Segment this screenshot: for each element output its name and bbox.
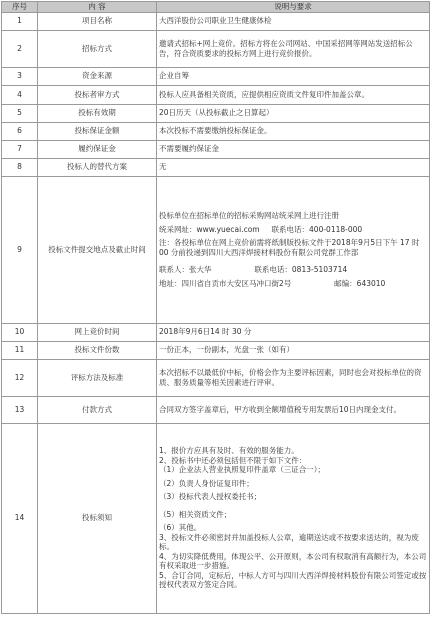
row-desc: 一份正本，一份副本，光盘一张（如有） bbox=[157, 341, 430, 359]
desc-line: （1）企业法人营业执照复印件盖章（三证合一）； bbox=[159, 465, 326, 475]
row-desc: 2018年9月6日14 时 30 分 bbox=[157, 323, 430, 341]
row-no: 1 bbox=[2, 12, 38, 30]
desc-line: 1、报价方应具有及时、有效的服务能力。 bbox=[159, 446, 299, 456]
desc-line: 联系人：张大华 联系电话：0813-5103714 bbox=[159, 265, 348, 274]
row-desc bbox=[157, 423, 430, 613]
row-item: 网上竞价时间 bbox=[38, 323, 157, 341]
row-no: 4 bbox=[2, 85, 38, 104]
row-no: 8 bbox=[2, 158, 38, 176]
row-item: 项目名称 bbox=[38, 12, 157, 30]
row-no: 13 bbox=[2, 396, 38, 423]
row-desc: 合同双方签字盖章后，甲方收到全额增值税专用发票后10日内现金支付。 bbox=[157, 396, 430, 423]
row-desc: 不需要履约保证金 bbox=[157, 140, 430, 158]
table-row bbox=[2, 85, 430, 104]
row-desc bbox=[157, 176, 430, 323]
row-desc: 20日历天（从投标截止之日算起） bbox=[157, 104, 430, 122]
row-no: 11 bbox=[2, 341, 38, 359]
row-desc: 本次投标不需要缴纳投标保证金。 bbox=[157, 122, 430, 140]
desc-line: （2）负责人身份证复印件； bbox=[159, 478, 254, 488]
row-desc: 企业自筹 bbox=[157, 67, 430, 85]
row-no: 14 bbox=[2, 423, 38, 613]
desc-line: 3、投标文件必须密封并加盖投标人公章，逾期送达或不按要求送达的，视为废标。 bbox=[159, 532, 419, 552]
row-no: 2 bbox=[2, 30, 38, 67]
row-item: 付款方式 bbox=[38, 396, 157, 423]
row-item: 投标保证金额 bbox=[38, 122, 157, 140]
header-content: 内 容 bbox=[38, 2, 157, 13]
desc-line: 统采网址：www.yuecai.com 联系电话：400-0118-000 bbox=[159, 224, 363, 234]
row-desc: 大西洋股份公司职业卫生健康体检 bbox=[157, 12, 430, 30]
table-row bbox=[2, 122, 430, 140]
row-desc: 邀请式招标+网上竞价。招标方将在公司网站、中国采招网等网站发送招标公告，符合资质要求的投标方网上进行竞价报价。 bbox=[157, 30, 430, 67]
row-no: 12 bbox=[2, 359, 38, 396]
row-item: 资金来源 bbox=[38, 67, 157, 85]
row-item: 投标有效期 bbox=[38, 104, 157, 122]
header-description: 说明与要求 bbox=[157, 2, 430, 13]
table-row bbox=[2, 396, 430, 423]
desc-line: 2、投标书中还必须包括但不限于如下文件： bbox=[159, 455, 307, 465]
row-desc: 本次招标不以最低价中标，价格会作为主要评标因素，同时也会对投标单位的资质、服务质量等相关因素进行评审。 bbox=[157, 359, 430, 396]
desc-line: （3）投标代表人授权委托书； bbox=[159, 492, 262, 502]
row-desc: 无 bbox=[157, 158, 430, 176]
desc-line: 注：各投标单位在网上竞价前需将纸制版投标文件于2018年9月5日下午 17 时 00 分前投递到四川大西洋焊接材料股份有限公司党群工作部 bbox=[159, 238, 422, 257]
row-no: 10 bbox=[2, 323, 38, 341]
table-row bbox=[2, 341, 430, 359]
desc-line: 地址：四川省自贡市大安区马冲口街2号 邮编：643010 bbox=[159, 278, 386, 288]
header-no: 序号 bbox=[2, 2, 38, 13]
desc-line: 投标单位在招标单位的招标采购网站统采网上进行注册 bbox=[159, 211, 339, 220]
table-row bbox=[2, 323, 430, 341]
table-row bbox=[2, 12, 430, 30]
row-desc: 投标人应具备相关资质，应提供相应资质文件复印件加盖公章。 bbox=[157, 85, 430, 104]
row-item: 投标人的替代方案 bbox=[38, 158, 157, 176]
row-no: 3 bbox=[2, 67, 38, 85]
desc-line: 5、合订合同，定标后，中标人方可与四川大西洋焊接材料股份有限公司签定或按授权代表双方签定合同。 bbox=[159, 570, 427, 590]
table-row bbox=[2, 359, 430, 396]
row-no: 5 bbox=[2, 104, 38, 122]
row-no: 6 bbox=[2, 122, 38, 140]
desc-line: 4、为切实降低费用，体现公平、公开原则，本公司有权取消有高额行为，本公司有权采取进一步措施。 bbox=[159, 551, 427, 571]
row-item: 履约保证金 bbox=[38, 140, 157, 158]
row-item: 投标者审方式 bbox=[38, 85, 157, 104]
row-item: 评标方法及标准 bbox=[38, 359, 157, 396]
desc-line: （5）相关资质文件； bbox=[159, 509, 232, 519]
table-row bbox=[2, 30, 430, 67]
row-item: 投标须知 bbox=[38, 423, 157, 613]
row-item: 投标文件提交地点及截止时间 bbox=[38, 176, 157, 323]
table-row bbox=[2, 158, 430, 176]
table-row bbox=[2, 104, 430, 122]
row-no: 7 bbox=[2, 140, 38, 158]
row-no: 9 bbox=[2, 176, 38, 323]
row-item: 招标方式 bbox=[38, 30, 157, 67]
table-row bbox=[2, 176, 430, 323]
table-row bbox=[2, 423, 430, 613]
tender-requirements-table bbox=[1, 1, 430, 614]
table-row bbox=[2, 140, 430, 158]
desc-line: （6）其他。 bbox=[159, 523, 202, 533]
row-item: 投标文件份数 bbox=[38, 341, 157, 359]
table-row bbox=[2, 67, 430, 85]
table-header-row bbox=[2, 2, 430, 13]
